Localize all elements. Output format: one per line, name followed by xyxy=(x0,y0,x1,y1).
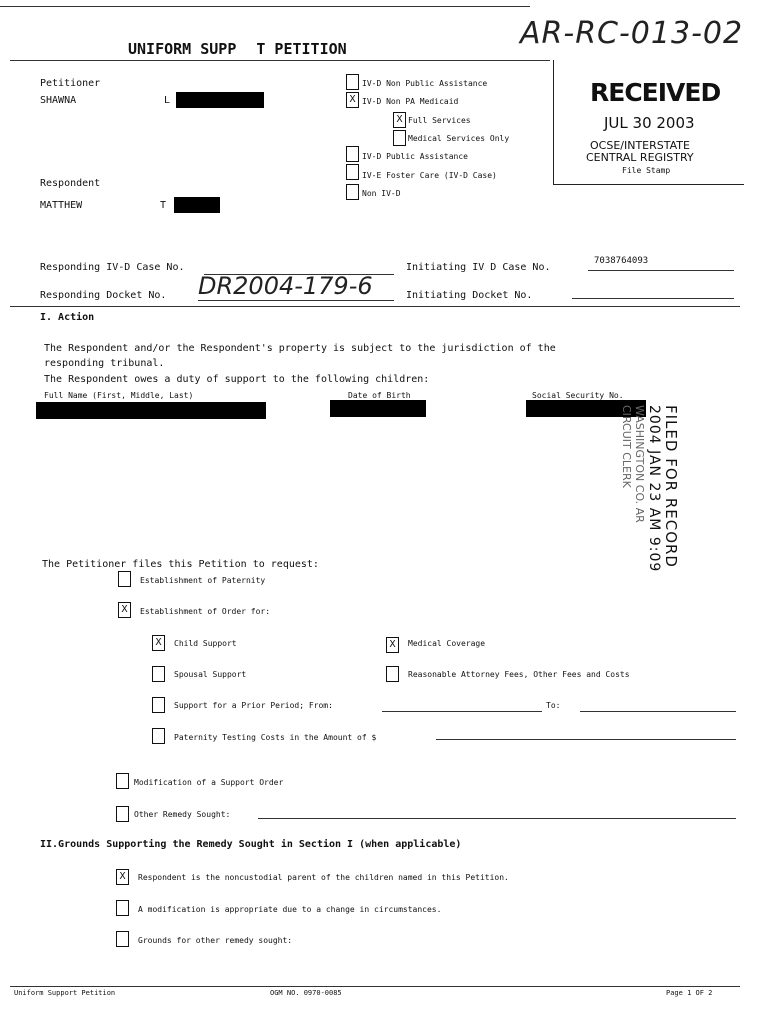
received-date: JUL 30 2003 xyxy=(604,114,695,132)
checkbox-modification[interactable] xyxy=(116,773,129,789)
footer-left: Uniform Support Petition xyxy=(14,989,116,997)
checkbox-prior-period[interactable] xyxy=(152,697,165,713)
responding-docket-line xyxy=(198,300,394,301)
label-paternity: Establishment of Paternity xyxy=(140,576,266,585)
section1-para2: The Respondent owes a duty of support to the following children: xyxy=(44,374,430,385)
label-non-iv-d: Non IV-D xyxy=(362,189,401,198)
petitioner-first-name: SHAWNA xyxy=(40,95,77,106)
petitioner-label: Petitioner xyxy=(40,78,101,89)
label-child-support: Child Support xyxy=(174,639,237,648)
respondent-initial: T xyxy=(160,200,167,211)
checkbox-iv-e-foster-care[interactable] xyxy=(346,164,359,180)
checkbox-medical-services-only[interactable] xyxy=(393,130,406,146)
col-ssn: Social Security No. xyxy=(532,391,624,400)
prior-period-to-line[interactable] xyxy=(580,711,736,712)
checkbox-iv-d-non-pa-medicaid[interactable]: X xyxy=(346,92,359,108)
section1-para1: The Respondent and/or the Respondent's property is subject to the jurisdiction of the xyxy=(44,343,556,354)
col-full-name: Full Name (First, Middle, Last) xyxy=(44,391,194,400)
filed-line1: FILED FOR RECORD xyxy=(662,405,680,568)
initiating-docket-line xyxy=(572,298,734,299)
checkbox-item3[interactable] xyxy=(116,931,129,947)
initiating-case-line xyxy=(588,270,734,271)
label-item3: Grounds for other remedy sought: xyxy=(138,936,293,945)
form-title: UNIFORM SUPP T PETITION xyxy=(128,40,347,58)
checkbox-medical-coverage[interactable]: X xyxy=(386,637,399,653)
initiating-case-label: Initiating IV D Case No. xyxy=(406,262,551,273)
label-prior-period: Support for a Prior Period; From: xyxy=(174,701,333,710)
label-other-remedy: Other Remedy Sought: xyxy=(134,810,231,819)
label-medical-services-only: Medical Services Only xyxy=(408,134,510,143)
initiating-docket-label: Initiating Docket No. xyxy=(406,290,533,301)
label-to: To: xyxy=(546,701,561,710)
label-item2: A modification is appropriate due to a change in circumstances. xyxy=(138,905,442,914)
initiating-case-value: 7038764093 xyxy=(594,256,649,266)
prior-period-from-line[interactable] xyxy=(382,711,542,712)
label-iv-d-public-assistance: IV-D Public Assistance xyxy=(362,152,468,161)
label-testing-costs: Paternity Testing Costs in the Amount of $ xyxy=(174,733,377,742)
label-medical-coverage: Medical Coverage xyxy=(408,639,486,648)
label-attorney-fees: Reasonable Attorney Fees, Other Fees and Costs xyxy=(408,670,630,679)
checkbox-iv-d-non-pa[interactable] xyxy=(346,74,359,90)
checkbox-item1[interactable]: X xyxy=(116,869,129,885)
child-name-redaction xyxy=(36,402,266,419)
other-remedy-line[interactable] xyxy=(258,818,736,819)
respondent-label: Respondent xyxy=(40,178,101,189)
checkbox-attorney-fees[interactable] xyxy=(386,666,399,682)
section1-heading: I. Action xyxy=(40,312,95,323)
footer-center: OGM NO. 0970-0085 xyxy=(270,989,342,997)
label-iv-d-non-pa: IV-D Non Public Assistance xyxy=(362,79,488,88)
handwritten-case-id: AR-RC-013-02 xyxy=(520,16,744,51)
checkbox-iv-d-public-assistance[interactable] xyxy=(346,146,359,162)
filed-line3: WASHINGTON CO. AR xyxy=(633,405,646,523)
label-iv-d-non-pa-medicaid: IV-D Non PA Medicaid xyxy=(362,97,459,106)
file-stamp-label: File Stamp xyxy=(622,166,671,175)
footer-line xyxy=(10,986,740,987)
checkbox-item2[interactable] xyxy=(116,900,129,916)
checkbox-order-for[interactable]: X xyxy=(118,602,131,618)
child-dob-redaction xyxy=(330,400,426,417)
filed-line2: 2004 JAN 23 AM 9:09 xyxy=(646,405,662,573)
checkbox-non-iv-d[interactable] xyxy=(346,184,359,200)
registry-line2: CENTRAL REGISTRY xyxy=(586,151,694,164)
label-full-services: Full Services xyxy=(408,116,471,125)
section-divider xyxy=(10,306,740,307)
respondent-first-name: MATTHEW xyxy=(40,200,83,211)
checkbox-paternity[interactable] xyxy=(118,571,131,587)
checkbox-child-support[interactable]: X xyxy=(152,635,165,651)
label-spousal-support: Spousal Support xyxy=(174,670,247,679)
filed-for-record-stamp xyxy=(620,405,680,665)
responding-case-label: Responding IV-D Case No. xyxy=(40,262,185,273)
col-date-of-birth: Date of Birth xyxy=(348,391,411,400)
label-item1: Respondent is the noncustodial parent of the children named in this Petition. xyxy=(138,873,509,882)
responding-docket-value: DR2004-179-6 xyxy=(198,272,373,300)
request-intro: The Petitioner files this Petition to request: xyxy=(42,559,319,570)
checkbox-full-services[interactable]: X xyxy=(393,112,406,128)
title-underline xyxy=(10,60,550,61)
respondent-redaction xyxy=(174,197,220,213)
checkbox-testing-costs[interactable] xyxy=(152,728,165,744)
filed-line4: CIRCUIT CLERK xyxy=(620,405,633,488)
petitioner-initial: L xyxy=(164,95,171,106)
label-modification: Modification of a Support Order xyxy=(134,778,284,787)
checkbox-spousal-support[interactable] xyxy=(152,666,165,682)
registry-line1: OCSE/INTERSTATE xyxy=(590,139,690,152)
received-text: RECEIVED xyxy=(590,78,721,107)
section2-heading: II.Grounds Supporting the Remedy Sought in Section I (when applicable) xyxy=(40,839,462,850)
top-scan-line xyxy=(0,6,530,7)
checkbox-other-remedy[interactable] xyxy=(116,806,129,822)
footer-right: Page 1 OF 2 xyxy=(666,989,713,997)
petitioner-redaction xyxy=(176,92,264,108)
responding-docket-label: Responding Docket No. xyxy=(40,290,167,301)
label-order-for: Establishment of Order for: xyxy=(140,607,271,616)
testing-costs-line[interactable] xyxy=(436,739,736,740)
label-iv-e-foster-care: IV-E Foster Care (IV-D Case) xyxy=(362,171,497,180)
section1-para1b: responding tribunal. xyxy=(44,358,165,369)
